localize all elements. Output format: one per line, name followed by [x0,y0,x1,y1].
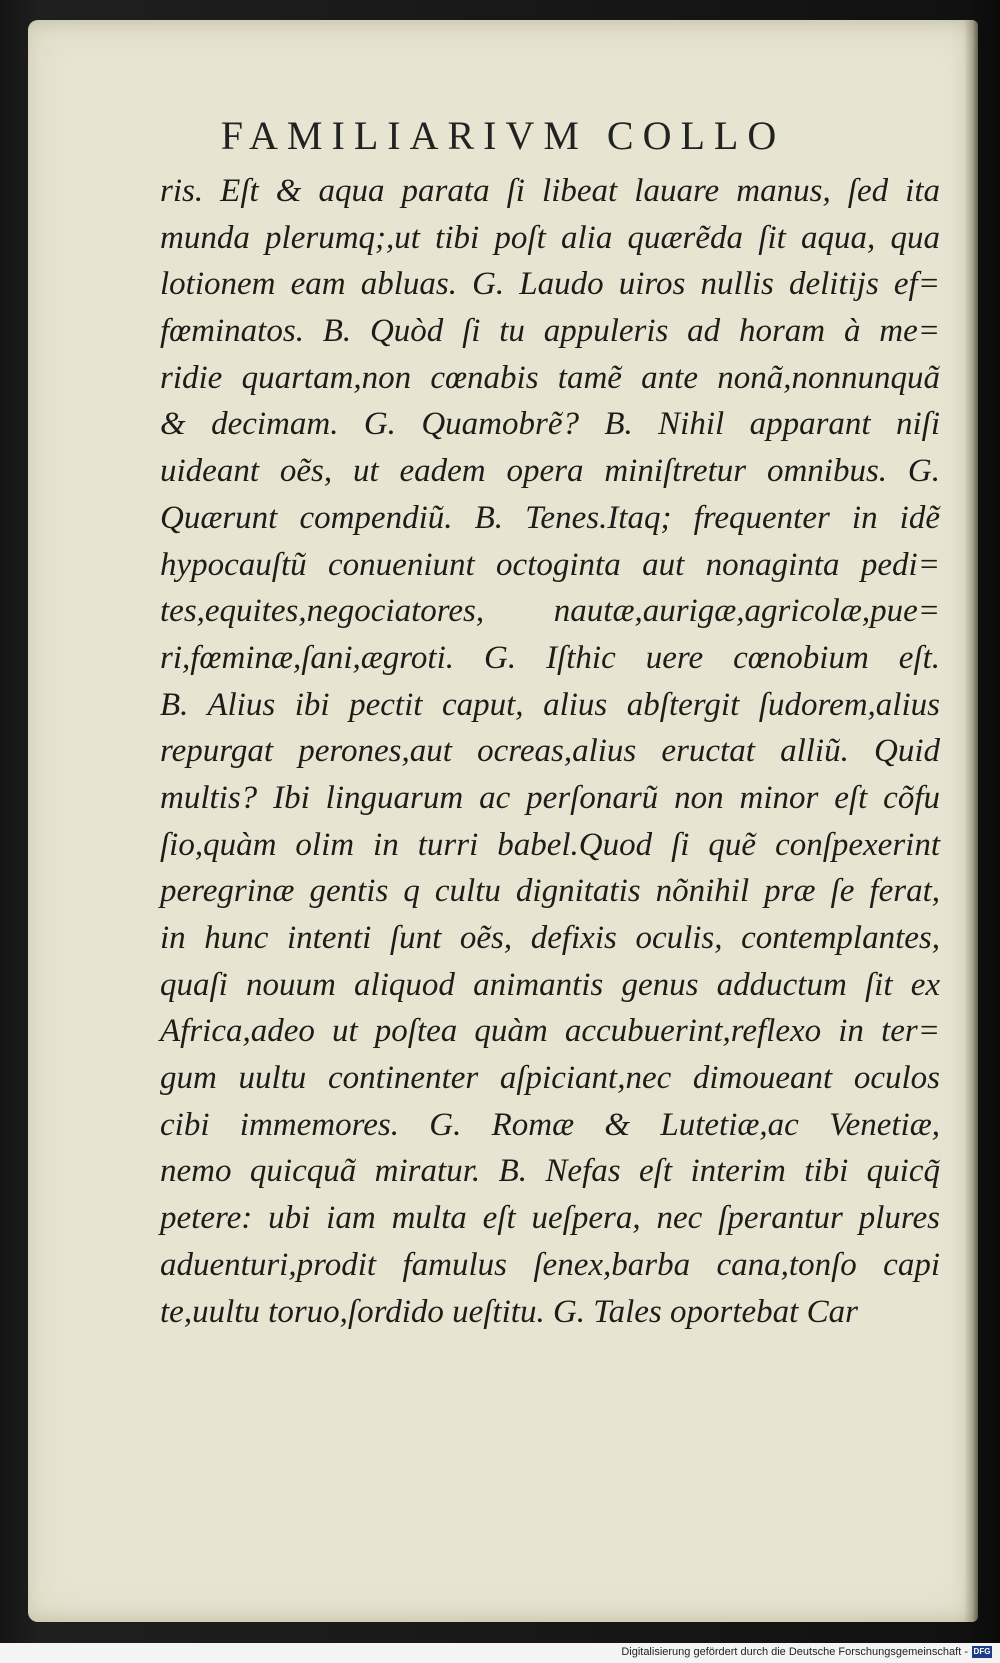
text-line: B. Alius ibi pectit caput, alius abſtergit ſudorem,alius [160,686,940,723]
text-line: petere: ubi iam multa eſt ueſpera, nec ſperantur plures [160,1200,940,1237]
text-line: multis? Ibi linguarum ac perſonarũ non minor eſt cõfu [160,779,940,816]
funding-notice: Digitalisierung gefördert durch die Deutsche Forschungsgemeinschaft - [621,1646,968,1658]
text-line: & decimam. G. Quamobrẽ? B. Nihil apparant niſi [160,406,940,443]
text-line: ſio,quàm olim in turri babel.Quod ſi quẽ conſpexerint [160,826,940,863]
text-line: ridie quartam,non cœnabis tamẽ ante nonã,nonnunquã [160,359,940,396]
text-line: uideant oẽs, ut eadem opera miniſtretur omnibus. G. [160,453,940,490]
text-line: Quærunt compendiũ. B. Tenes.Itaq; frequenter in idẽ [160,499,940,536]
text-line: hypocauſtũ conueniunt octoginta aut nonaginta pedi= [160,546,940,583]
text-line: peregrinæ gentis q cultu dignitatis nõnihil præ ſe ferat, [160,873,940,910]
text-line: Africa,adeo ut poſtea quàm accubuerint,reflexo in ter= [160,1013,940,1050]
text-line: in hunc intenti ſunt oẽs, defixis oculis, contemplantes, [160,920,940,956]
text-line: ris. Eſt & aqua parata ſi libeat lauare manus, ſed ita [160,173,940,209]
text-line: te,uultu toruo,ſordido ueſtitu. G. Tales oportebat Car [160,1293,858,1330]
text-line: nemo quicquã miratur. B. Nefas eſt interim tibi quicq̃ [160,1153,940,1190]
text-line: fœminatos. B. Quòd ſi tu appuleris ad horam à me= [160,313,940,350]
text-line: gum uultu continenter aſpiciant,nec dimoueant oculos [160,1060,940,1097]
text-line: quaſi nouum aliquod animantis genus adductum ſit ex [160,966,940,1003]
text-block [160,168,940,1335]
text-line: ri,fœminæ,ſani,ægroti. G. Iſthic uere cœnobium eſt. [160,639,940,676]
page-edge-shadow [964,20,978,1622]
text-line: aduenturi,prodit famulus ſenex,barba cana,tonſo capi [160,1246,940,1283]
text-line: tes,equites,negociatores, nautæ,aurigæ,agricolæ,pue= [160,593,940,630]
text-line: lotionem eam abluas. G. Laudo uiros nullis delitijs ef= [160,266,940,303]
text-line: cibi immemores. G. Romæ & Lutetiæ,ac Venetiæ, [160,1106,940,1143]
running-head: FAMILIARIVM COLLO [220,113,786,158]
text-line: munda plerumq;,ut tibi poſt alia quærẽda ſit aqua, qua [160,219,940,256]
text-line: repurgat perones,aut ocreas,alius eructat alliũ. Quid [160,733,940,770]
dfg-logo: DFG [973,1647,991,1656]
